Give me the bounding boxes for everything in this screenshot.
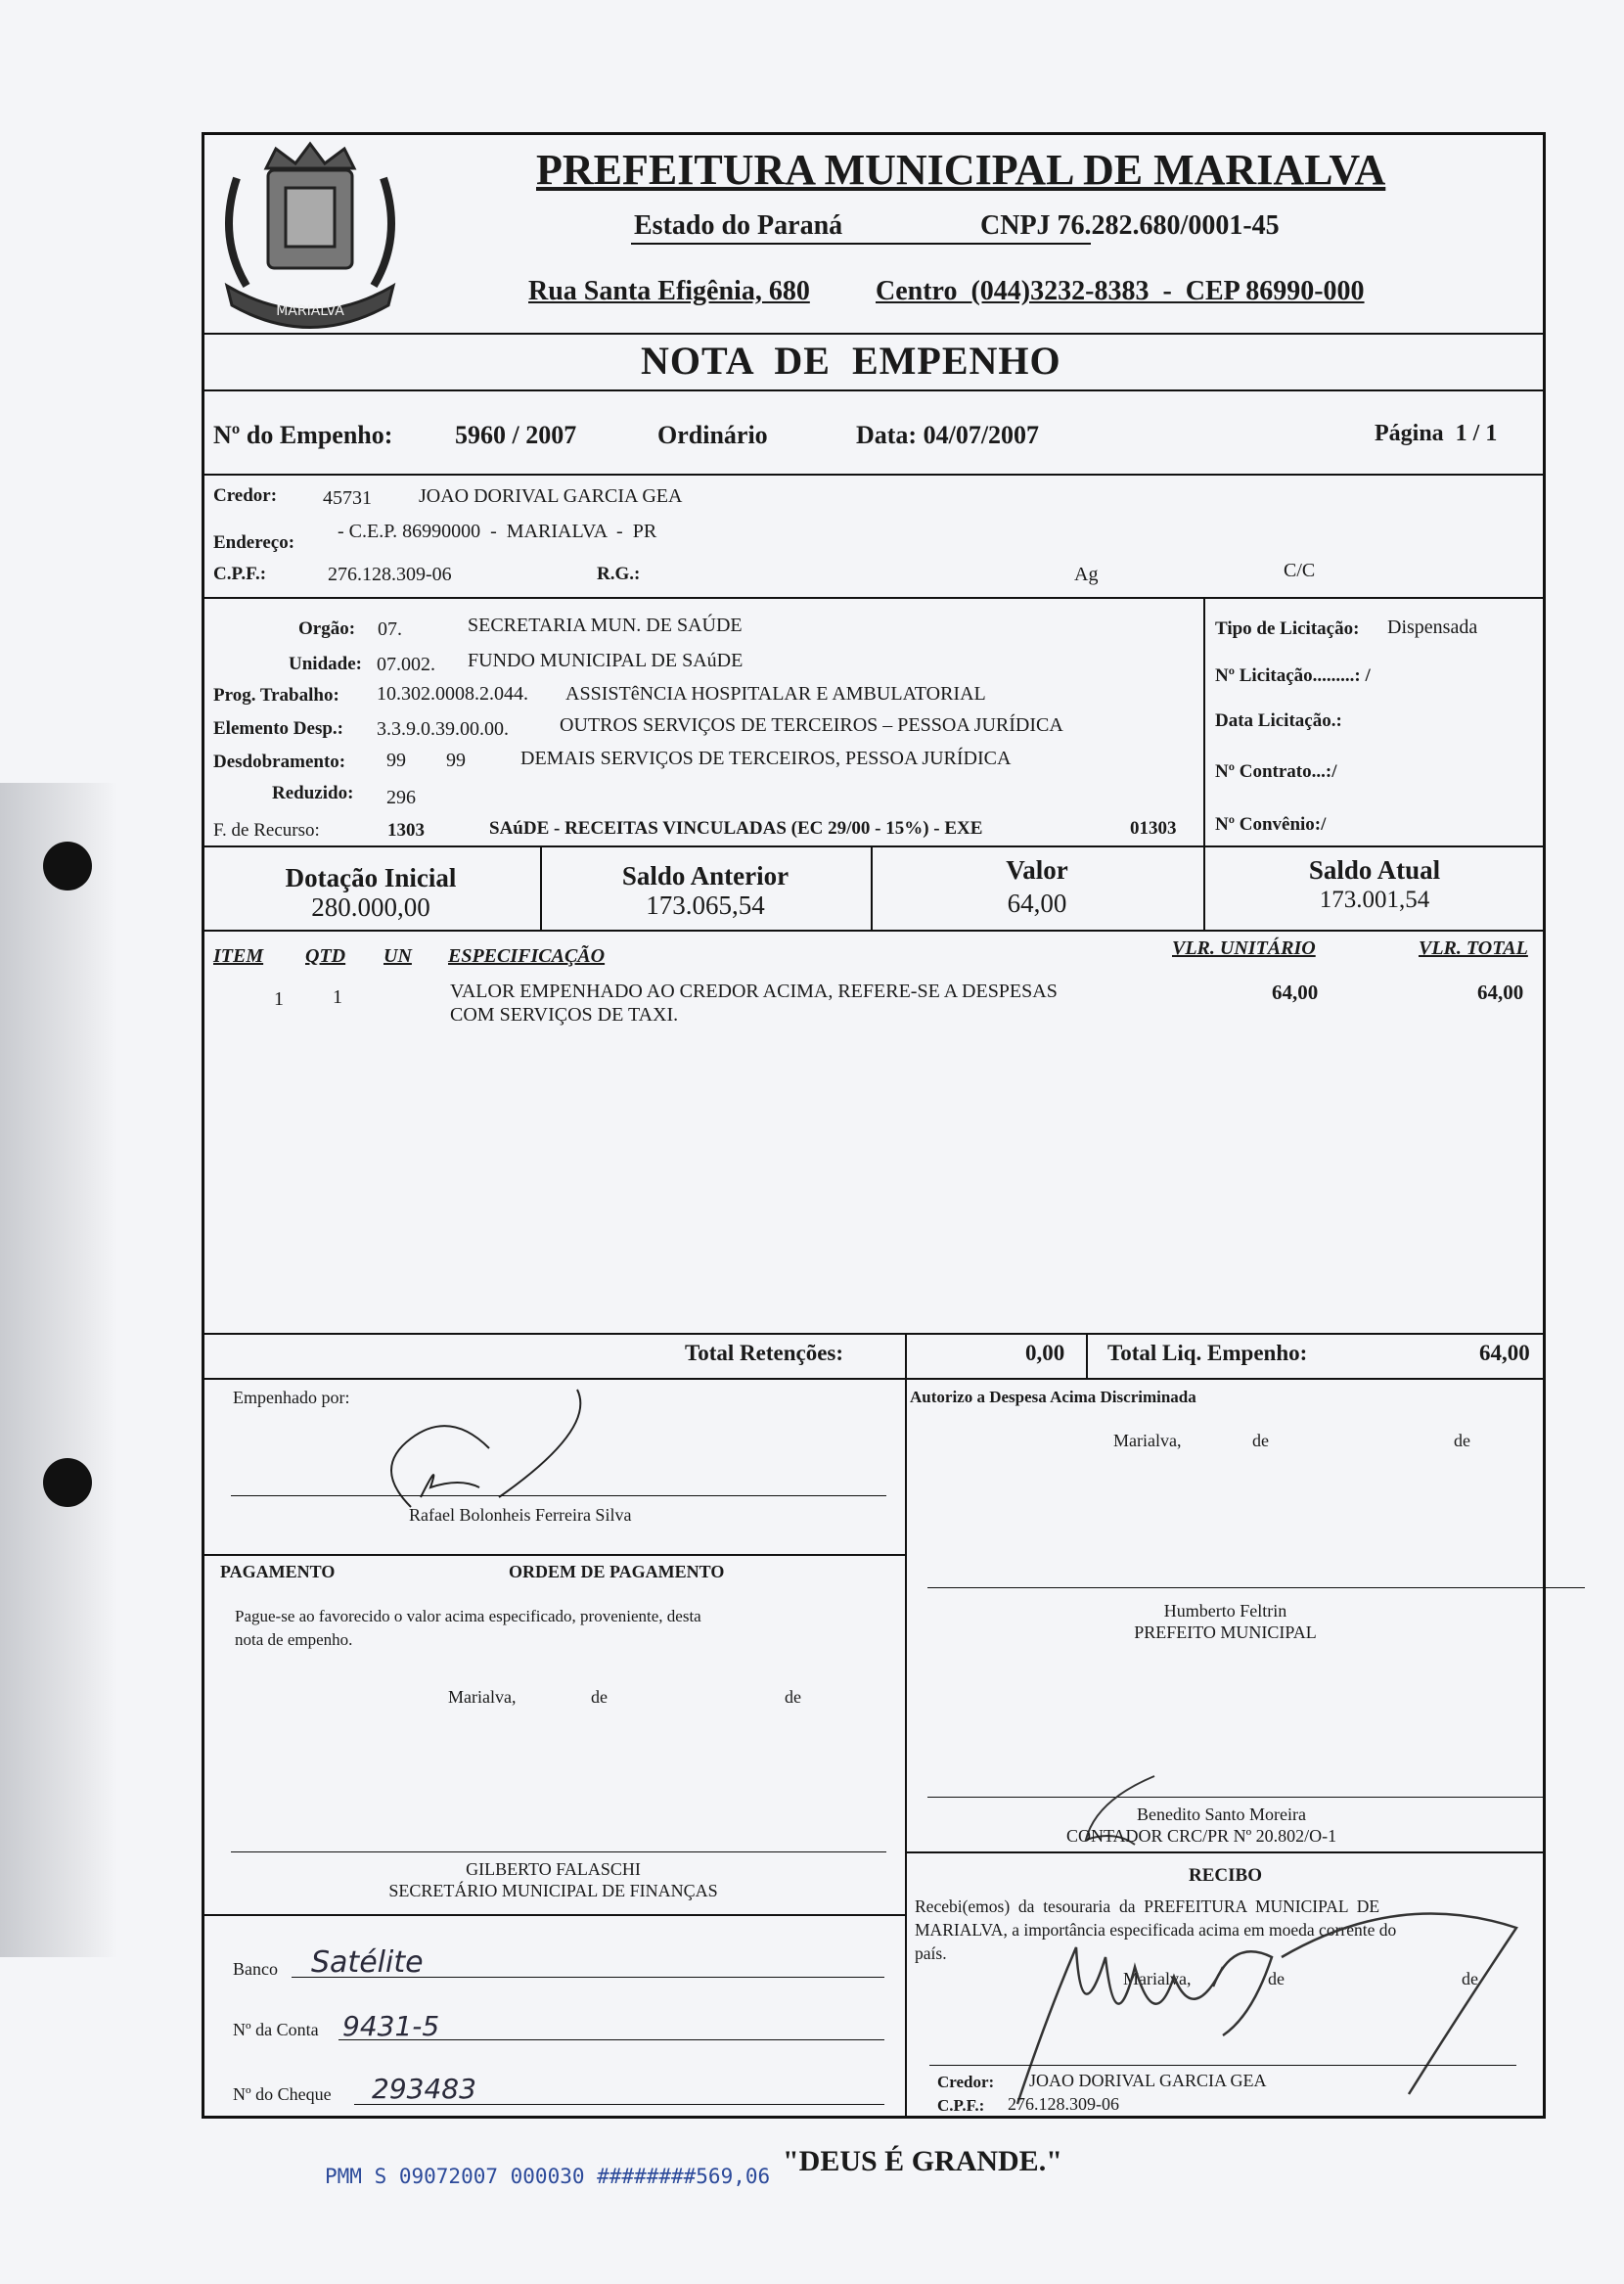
org-state: Estado do Paraná <box>634 210 843 241</box>
prefeito-name: Humberto Feltrin <box>1163 1601 1287 1621</box>
empenhado-por-label: Empenhado por: <box>233 1388 350 1407</box>
total-liq-label: Total Liq. Empenho: <box>1107 1341 1308 1365</box>
prog-name: ASSISTêNCIA HOSPITALAR E AMBULATORIAL <box>565 683 986 705</box>
org-district: Centro (044)3232-8383 - CEP 86990-000 <box>876 276 1365 306</box>
recurso-name: SAúDE - RECEITAS VINCULADAS (EC 29/00 - 15%) - EXE <box>489 818 983 839</box>
table-row-item: 1 <box>274 988 284 1010</box>
pagamento-text-2: nota de empenho. <box>235 1630 353 1649</box>
saldo-atual-label: Saldo Atual <box>1308 855 1441 885</box>
recurso-code: 1303 <box>387 820 425 841</box>
punch-hole-bottom <box>43 1458 92 1507</box>
conta-label: Nº da Conta <box>233 2020 319 2039</box>
autorizo-label: Autorizo a Despesa Acima Discriminada <box>910 1388 1196 1406</box>
pagamento-city: Marialva, <box>448 1687 517 1707</box>
table-row-espec-1: VALOR EMPENHADO AO CREDOR ACIMA, REFERE-SE A DESPESAS <box>450 981 1058 1002</box>
empenho-number: 5960 / 2007 <box>455 421 577 449</box>
ag-label: Ag <box>1074 564 1099 585</box>
prefeito-role: PREFEITO MUNICIPAL <box>1134 1622 1317 1642</box>
credor-name: JOAO DORIVAL GARCIA GEA <box>419 485 683 507</box>
table-row-espec-2: COM SERVIÇOS DE TAXI. <box>450 1004 679 1026</box>
total-retencoes-label: Total Retenções: <box>685 1341 844 1365</box>
elemento-name: OUTROS SERVIÇOS DE TERCEIROS – PESSOA JURÍDICA <box>560 714 1063 736</box>
document-title: NOTA DE EMPENHO <box>641 339 1061 383</box>
unidade-code: 07.002. <box>377 654 435 675</box>
pagamento-text-1: Pague-se ao favorecido o valor acima especificado, proveniente, desta <box>235 1607 701 1625</box>
org-title: PREFEITURA MUNICIPAL DE MARIALVA <box>536 146 1386 194</box>
contador-name: Benedito Santo Moreira <box>1137 1804 1306 1824</box>
recibo-cpf-label: C.P.F.: <box>937 2096 985 2115</box>
orgao-code: 07. <box>378 618 402 640</box>
org-cnpj: CNPJ 76.282.680/0001-45 <box>980 210 1280 241</box>
ordem-pagamento-label: ORDEM DE PAGAMENTO <box>509 1562 725 1581</box>
banco-label: Banco <box>233 1959 278 1979</box>
table-row-unit: 64,00 <box>1272 981 1319 1004</box>
recurso-code2: 01303 <box>1130 818 1177 839</box>
desdobramento-a: 99 <box>386 750 406 771</box>
num-licitacao-label: Nº Licitação.........: / <box>1215 665 1371 686</box>
recibo-line-1: Recebi(emos) da tesouraria da PREFEITURA MUNICIPAL DE <box>915 1896 1380 1916</box>
pagamento-de1: de <box>591 1687 608 1707</box>
dotacao-inicial-label: Dotação Inicial <box>285 863 457 892</box>
elemento-label: Elemento Desp.: <box>213 718 343 739</box>
elemento-code: 3.3.9.0.39.00.00. <box>377 718 509 740</box>
page-number: Página 1 / 1 <box>1375 421 1498 446</box>
empenho-label: Nº do Empenho: <box>213 421 393 449</box>
secretario-name: GILBERTO FALASCHI <box>466 1859 641 1879</box>
contrato-label: Nº Contrato...:/ <box>1215 761 1337 782</box>
orgao-name: SECRETARIA MUN. DE SAÚDE <box>468 615 743 636</box>
endereco-value: - C.E.P. 86990000 - MARIALVA - PR <box>338 521 657 542</box>
secretario-role: SECRETÁRIO MUNICIPAL DE FINANÇAS <box>388 1881 718 1900</box>
pagamento-de2: de <box>785 1687 801 1707</box>
total-retencoes-value: 0,00 <box>1025 1341 1065 1365</box>
autorizo-de2: de <box>1454 1431 1470 1450</box>
valor-value: 64,00 <box>1007 889 1067 918</box>
payment-stamp: PMM S 09072007 000030 ########569,06 <box>325 2165 771 2188</box>
col-vlr-unitario: VLR. UNITÁRIO <box>1172 937 1316 959</box>
unidade-label: Unidade: <box>289 654 362 674</box>
cheque-label: Nº do Cheque <box>233 2084 332 2104</box>
tipo-licitacao-value: Dispensada <box>1387 617 1478 638</box>
col-especificacao: ESPECIFICAÇÃO <box>448 945 606 967</box>
convenio-label: Nº Convênio:/ <box>1215 814 1327 835</box>
footer-motto: "DEUS É GRANDE." <box>783 2145 1062 2177</box>
recibo-de1: de <box>1268 1969 1285 1988</box>
recibo-cpf: 276.128.309-06 <box>1008 2094 1119 2114</box>
saldo-anterior-label: Saldo Anterior <box>621 861 789 891</box>
cc-label: C/C <box>1284 560 1316 581</box>
col-vlr-total: VLR. TOTAL <box>1419 937 1528 959</box>
empenhado-name: Rafael Bolonheis Ferreira Silva <box>409 1505 632 1525</box>
recibo-credor-name: JOAO DORIVAL GARCIA GEA <box>1029 2071 1267 2090</box>
banco-value: Satélite <box>311 1945 424 1980</box>
cpf-value: 276.128.309-06 <box>328 564 452 585</box>
state-underline <box>631 243 1091 245</box>
punch-hole-top <box>43 842 92 891</box>
recibo-title: RECIBO <box>1189 1865 1262 1886</box>
recurso-label: F. de Recurso: <box>213 820 320 841</box>
svg-text:MARIALVA: MARIALVA <box>276 303 344 319</box>
data-licitacao-label: Data Licitação.: <box>1215 710 1342 731</box>
col-qtd: QTD <box>305 945 346 967</box>
credor-label: Credor: <box>213 485 278 506</box>
endereco-label: Endereço: <box>213 532 295 553</box>
credor-code: 45731 <box>323 487 372 509</box>
empenho-date: Data: 04/07/2007 <box>856 421 1040 449</box>
prog-code: 10.302.0008.2.044. <box>377 683 528 705</box>
recibo-credor-label: Credor: <box>937 2073 995 2091</box>
cheque-value: 293483 <box>372 2073 476 2105</box>
contador-role: CONTADOR CRC/PR Nº 20.802/O-1 <box>1066 1826 1337 1846</box>
saldo-atual-value: 173.001,54 <box>1319 887 1430 913</box>
table-row-qtd: 1 <box>333 986 342 1008</box>
desdobramento-name: DEMAIS SERVIÇOS DE TERCEIROS, PESSOA JURÍDICA <box>520 748 1012 769</box>
orgao-label: Orgão: <box>298 618 356 639</box>
reduzido-value: 296 <box>386 787 416 808</box>
conta-value: 9431-5 <box>342 2010 440 2042</box>
recibo-city: Marialva, <box>1123 1969 1192 1988</box>
unidade-name: FUNDO MUNICIPAL DE SAúDE <box>468 650 744 671</box>
reduzido-label: Reduzido: <box>272 783 354 803</box>
valor-label: Valor <box>1006 855 1068 885</box>
scan-shadow <box>0 783 117 1957</box>
recibo-line-2: MARIALVA, a importância especificada acima em moeda corrente do <box>915 1920 1397 1940</box>
dotacao-inicial-value: 280.000,00 <box>311 892 430 922</box>
org-address: Rua Santa Efigênia, 680 <box>528 276 810 306</box>
tipo-licitacao-label: Tipo de Licitação: <box>1215 618 1360 639</box>
rg-label: R.G.: <box>597 564 641 584</box>
empenho-type: Ordinário <box>657 421 768 449</box>
col-un: UN <box>383 945 412 967</box>
pagamento-label: PAGAMENTO <box>220 1562 336 1581</box>
col-item: ITEM <box>213 945 264 967</box>
municipal-crest <box>207 139 413 335</box>
saldo-anterior-value: 173.065,54 <box>646 891 765 920</box>
recibo-line-3: país. <box>915 1943 947 1963</box>
recibo-de2: de <box>1462 1969 1478 1988</box>
autorizo-de1: de <box>1252 1431 1269 1450</box>
desdobramento-b: 99 <box>446 750 466 771</box>
autorizo-city: Marialva, <box>1113 1431 1182 1450</box>
cpf-label: C.P.F.: <box>213 564 267 584</box>
table-row-total: 64,00 <box>1477 981 1524 1004</box>
total-liq-value: 64,00 <box>1479 1341 1530 1365</box>
prog-label: Prog. Trabalho: <box>213 685 339 706</box>
desdobramento-label: Desdobramento: <box>213 752 346 772</box>
